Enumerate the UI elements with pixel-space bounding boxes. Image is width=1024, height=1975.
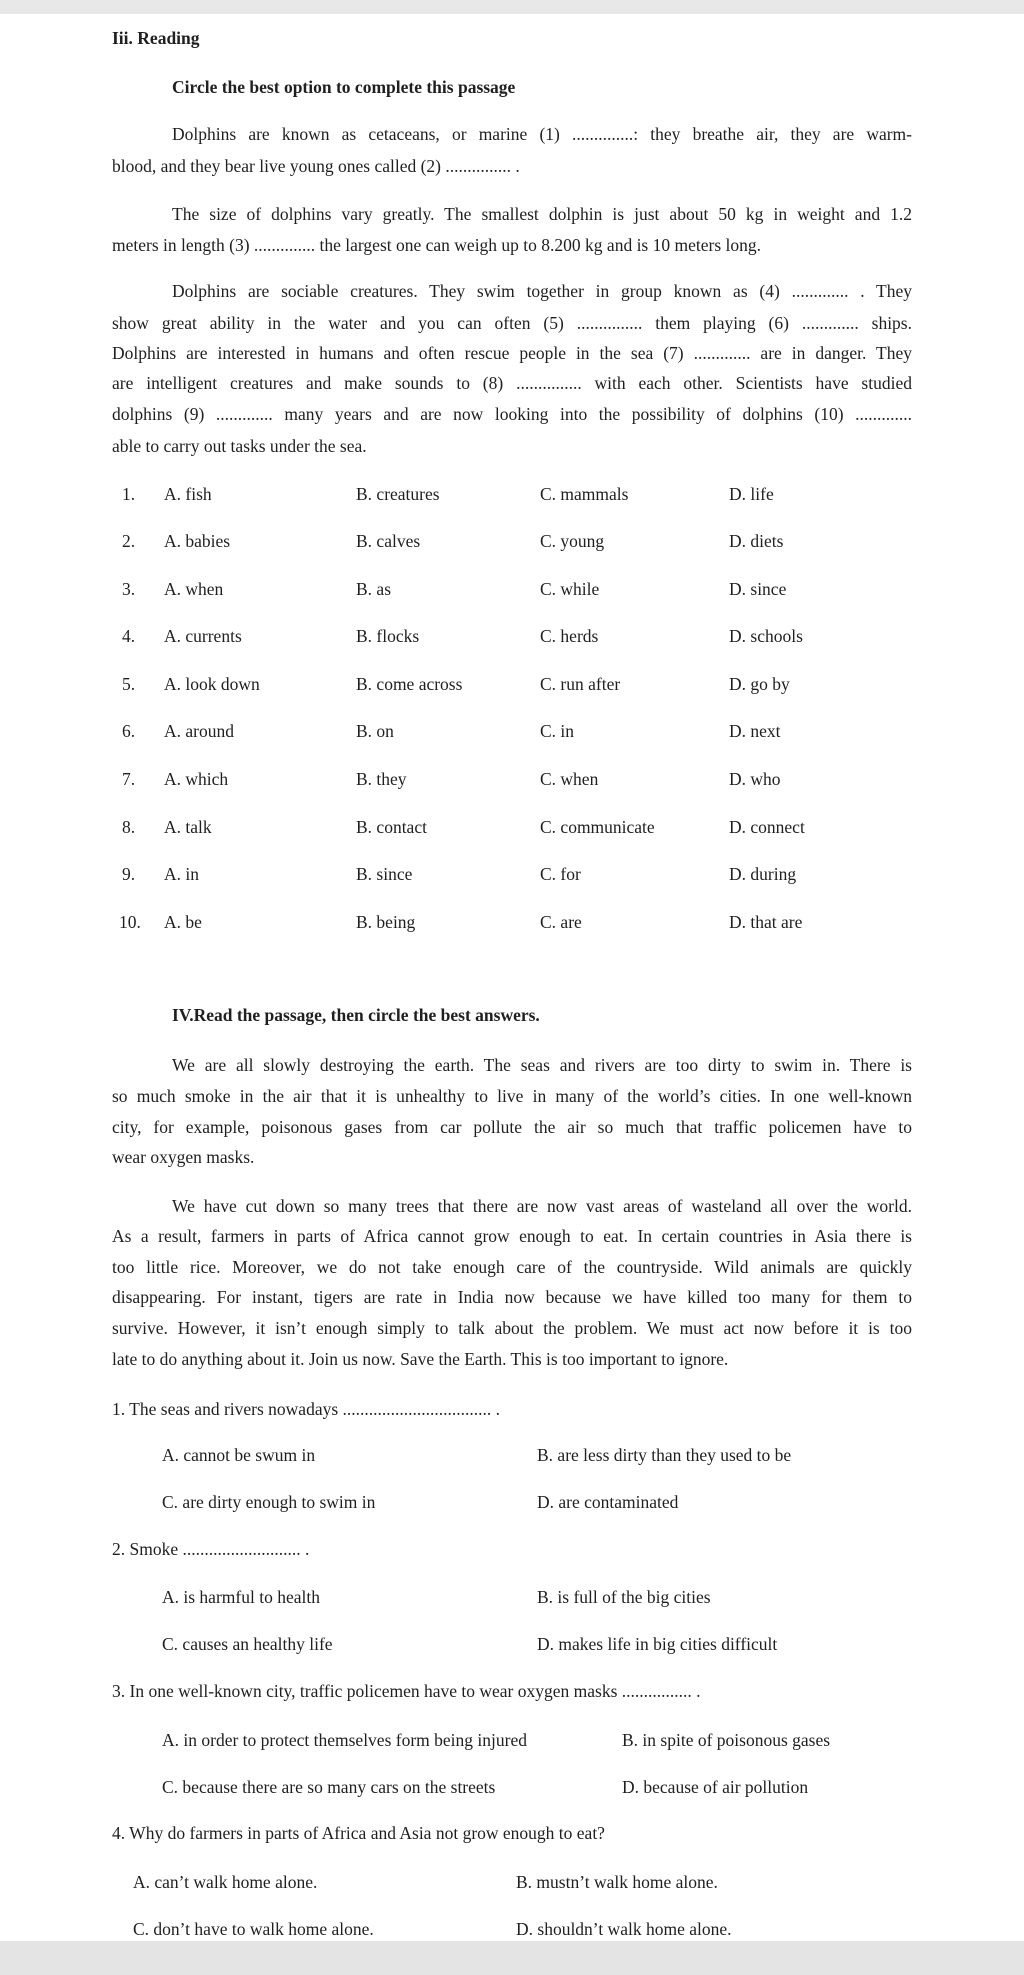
option-d[interactable]: D. since	[729, 579, 787, 599]
option-d[interactable]: D. because of air pollution	[622, 1777, 809, 1797]
passage-3-line: dolphins (9) ............. many years and are now looking into the possibility of dolphins (10) .............	[112, 404, 912, 424]
option-c[interactable]: C. don’t have to walk home alone.	[133, 1919, 374, 1939]
option-a[interactable]: A. talk	[164, 817, 212, 837]
option-d[interactable]: D. makes life in big cities difficult	[537, 1634, 778, 1654]
option-d[interactable]: D. life	[729, 484, 774, 504]
option-b[interactable]: B. contact	[356, 817, 427, 837]
question-number: 7.	[122, 769, 136, 789]
passage-3-line: Dolphins are interested in humans and often rescue people in the sea (7) ............. are in danger. They	[112, 343, 912, 363]
passage-3-line: Dolphins are known as cetaceans, or marine (1) ..............: they breathe air, they are warm-	[172, 124, 912, 144]
question-stem: 2. Smoke ........................... .	[112, 1539, 310, 1559]
option-a[interactable]: A. currents	[164, 626, 242, 646]
option-a[interactable]: A. fish	[164, 484, 212, 504]
question-number: 2.	[122, 531, 136, 551]
option-b[interactable]: B. in spite of poisonous gases	[622, 1730, 831, 1750]
option-d[interactable]: D. next	[729, 721, 781, 741]
option-a[interactable]: A. babies	[164, 531, 231, 551]
option-c[interactable]: C. while	[540, 579, 600, 599]
passage-3-line: blood, and they bear live young ones called (2) ............... .	[112, 156, 520, 176]
option-d[interactable]: D. who	[729, 769, 781, 789]
option-b[interactable]: B. as	[356, 579, 391, 599]
question-stem: 1. The seas and rivers nowadays .................................. .	[112, 1399, 501, 1419]
option-c[interactable]: C. are	[540, 912, 582, 932]
option-b[interactable]: B. mustn’t walk home alone.	[516, 1872, 718, 1892]
option-b[interactable]: B. they	[356, 769, 407, 789]
question-number: 10.	[119, 912, 141, 932]
section-3-heading: Iii. Reading	[112, 28, 200, 48]
passage-4-line: city, for example, poisonous gases from car pollute the air so much that traffic policemen have to	[112, 1117, 912, 1137]
question-number: 6.	[122, 721, 136, 741]
option-c[interactable]: C. in	[540, 721, 575, 741]
passage-4-line: so much smoke in the air that it is unhealthy to live in many of the world’s cities. In one well-known	[112, 1086, 912, 1106]
passage-3-line: Dolphins are sociable creatures. They swim together in group known as (4) ............. . They	[172, 281, 912, 301]
option-a[interactable]: A. can’t walk home alone.	[133, 1872, 318, 1892]
passage-4-line: survive. However, it isn’t enough simply to talk about the problem. We must act now before it is too	[112, 1318, 912, 1338]
option-a[interactable]: A. in	[164, 864, 199, 884]
option-d[interactable]: D. are contaminated	[537, 1492, 679, 1512]
section-4-heading: IV.Read the passage, then circle the best answers.	[172, 1005, 540, 1025]
option-c[interactable]: C. herds	[540, 626, 599, 646]
passage-4-line: We have cut down so many trees that there are now vast areas of wasteland all over the world.	[172, 1196, 912, 1216]
question-number: 1.	[122, 484, 136, 504]
option-b[interactable]: B. flocks	[356, 626, 420, 646]
option-b[interactable]: B. come across	[356, 674, 463, 694]
passage-4-line: We are all slowly destroying the earth. The seas and rivers are too dirty to swim in. There is	[172, 1055, 912, 1075]
option-c[interactable]: C. mammals	[540, 484, 629, 504]
passage-4-line: disappearing. For instant, tigers are rate in India now because we have killed too many for them to	[112, 1287, 912, 1307]
passage-3-line: are intelligent creatures and make sounds to (8) ............... with each other. Scientists have studied	[112, 373, 912, 393]
option-a[interactable]: A. in order to protect themselves form being injured	[162, 1730, 527, 1750]
passage-4-line: wear oxygen masks.	[112, 1147, 255, 1167]
option-b[interactable]: B. on	[356, 721, 394, 741]
option-a[interactable]: A. which	[164, 769, 229, 789]
option-a[interactable]: A. look down	[164, 674, 260, 694]
option-a[interactable]: A. is harmful to health	[162, 1587, 320, 1607]
option-a[interactable]: A. be	[164, 912, 202, 932]
option-a[interactable]: A. when	[164, 579, 224, 599]
question-number: 4.	[122, 626, 136, 646]
option-b[interactable]: B. being	[356, 912, 416, 932]
option-b[interactable]: B. calves	[356, 531, 421, 551]
question-number: 5.	[122, 674, 136, 694]
passage-4-line: late to do anything about it. Join us now. Save the Earth. This is too important to ignore.	[112, 1349, 729, 1369]
option-d[interactable]: D. that are	[729, 912, 803, 932]
option-d[interactable]: D. shouldn’t walk home alone.	[516, 1919, 732, 1939]
option-d[interactable]: D. during	[729, 864, 797, 884]
option-c[interactable]: C. communicate	[540, 817, 655, 837]
passage-4-line: too little rice. Moreover, we do not take enough care of the countryside. Wild animals are quickly	[112, 1257, 912, 1277]
option-c[interactable]: C. run after	[540, 674, 621, 694]
question-stem: 4. Why do farmers in parts of Africa and Asia not grow enough to eat?	[112, 1823, 605, 1843]
option-b[interactable]: B. creatures	[356, 484, 440, 504]
passage-3-line: able to carry out tasks under the sea.	[112, 436, 367, 456]
option-b[interactable]: B. are less dirty than they used to be	[537, 1445, 792, 1465]
worksheet-page	[0, 14, 1024, 1941]
option-d[interactable]: D. schools	[729, 626, 803, 646]
option-d[interactable]: D. connect	[729, 817, 805, 837]
question-number: 8.	[122, 817, 136, 837]
passage-3-line: show great ability in the water and you can often (5) ............... them playing (6) ............. ships.	[112, 313, 912, 333]
passage-3-line: meters in length (3) .............. the largest one can weigh up to 8.200 kg and is 10 meters long.	[112, 235, 761, 255]
option-d[interactable]: D. go by	[729, 674, 790, 694]
bottom-margin	[0, 1941, 1024, 1975]
option-b[interactable]: B. is full of the big cities	[537, 1587, 711, 1607]
question-number: 9.	[122, 864, 136, 884]
option-c[interactable]: C. young	[540, 531, 605, 551]
option-c[interactable]: C. when	[540, 769, 599, 789]
option-c[interactable]: C. because there are so many cars on the streets	[162, 1777, 496, 1797]
section-3-instruction: Circle the best option to complete this passage	[172, 77, 516, 97]
option-d[interactable]: D. diets	[729, 531, 784, 551]
passage-3-line: The size of dolphins vary greatly. The smallest dolphin is just about 50 kg in weight and 1.2	[172, 204, 912, 224]
option-a[interactable]: A. cannot be swum in	[162, 1445, 316, 1465]
option-c[interactable]: C. causes an healthy life	[162, 1634, 333, 1654]
option-c[interactable]: C. for	[540, 864, 581, 884]
question-number: 3.	[122, 579, 136, 599]
option-a[interactable]: A. around	[164, 721, 234, 741]
passage-4-line: As a result, farmers in parts of Africa cannot grow enough to eat. In certain countries in Asia there is	[112, 1226, 912, 1246]
option-b[interactable]: B. since	[356, 864, 413, 884]
option-c[interactable]: C. are dirty enough to swim in	[162, 1492, 376, 1512]
question-stem: 3. In one well-known city, traffic policemen have to wear oxygen masks ................ .	[112, 1681, 701, 1701]
